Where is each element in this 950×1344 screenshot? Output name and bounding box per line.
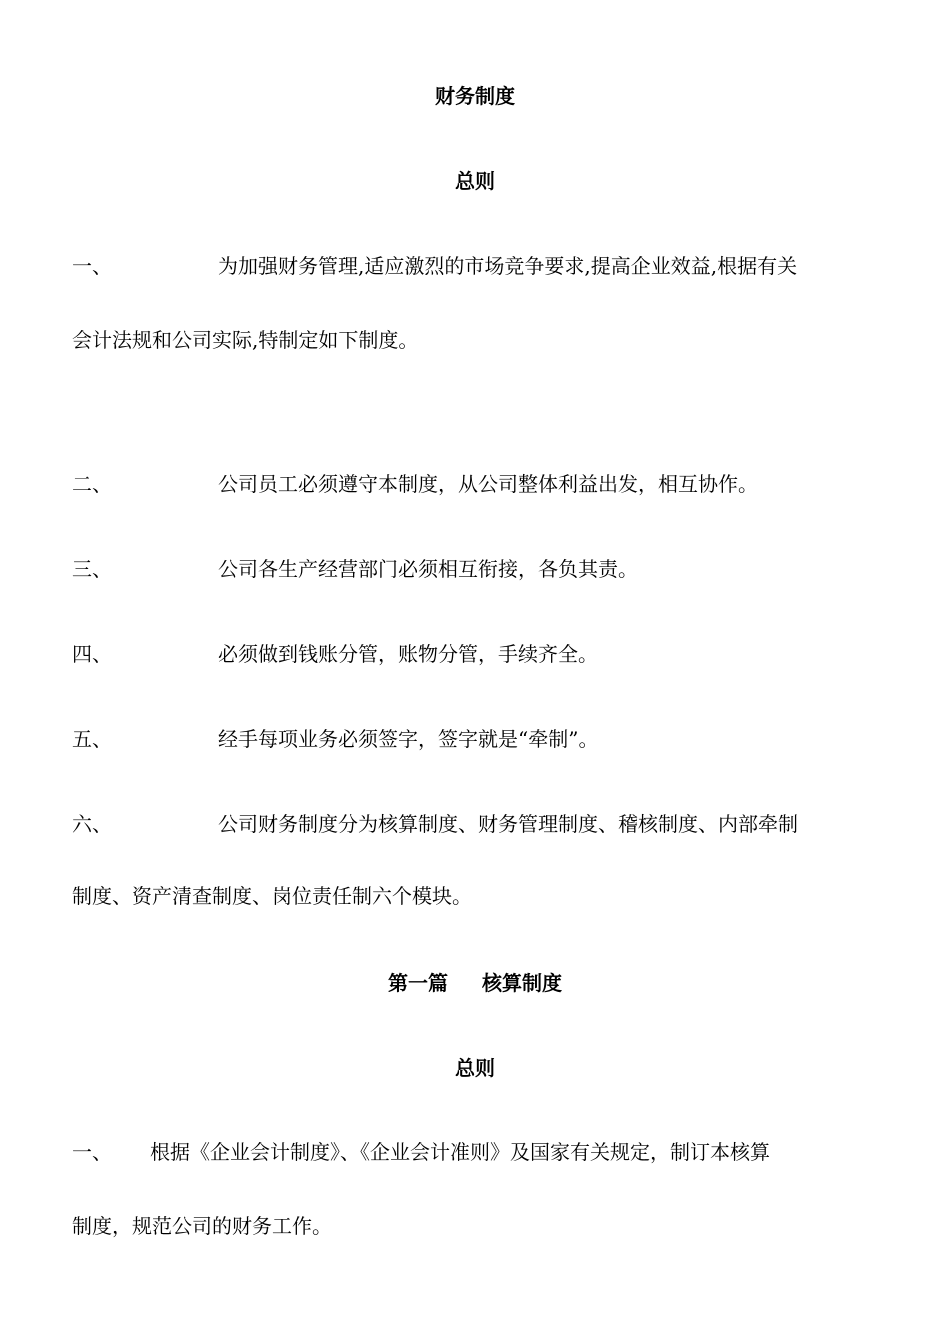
general-item-5-line-1: 经手每项业务必须签字，签字就是“牵制”。 (218, 727, 599, 751)
general-item-6-number: 六、 (72, 812, 112, 836)
general-item-6-line-1: 公司财务制度分为核算制度、财务管理制度、稽核制度、内部牵制 (218, 812, 798, 836)
general-item-1-line-2: 会计法规和公司实际,特制定如下制度。 (72, 328, 419, 352)
general-item-2-line-1: 公司员工必须遵守本制度，从公司整体利益出发，相互协作。 (218, 472, 758, 496)
general-item-1-line-1: 为加强财务管理,适应激烈的市场竞争要求,提高企业效益,根据有关 (218, 254, 798, 278)
part-one-name: 核算制度 (482, 971, 562, 995)
part-one-item-1-line-1: 根据《企业会计制度》、《企业会计准则》及国家有关规定，制订本核算 (150, 1140, 770, 1164)
part-one-heading (0, 971, 950, 995)
general-item-2-number: 二、 (72, 472, 112, 496)
part-one-label: 第一篇 (388, 971, 448, 995)
part-one-item-1-line-2: 制度，规范公司的财务工作。 (72, 1214, 332, 1238)
part-one-item-1-number: 一、 (72, 1140, 112, 1164)
part-one-section-heading: 总则 (455, 1056, 495, 1080)
general-item-5-number: 五、 (72, 727, 112, 751)
general-item-6-line-2: 制度、资产清查制度、岗位责任制六个模块。 (72, 884, 472, 908)
general-item-4-number: 四、 (72, 642, 112, 666)
general-item-3-line-1: 公司各生产经营部门必须相互衔接，各负其责。 (218, 557, 638, 581)
general-item-1-number: 一、 (72, 254, 112, 278)
general-item-3-number: 三、 (72, 557, 112, 581)
document-title: 财务制度 (435, 84, 515, 108)
general-section-heading: 总则 (455, 169, 495, 193)
general-item-4-line-1: 必须做到钱账分管，账物分管，手续齐全。 (218, 642, 598, 666)
